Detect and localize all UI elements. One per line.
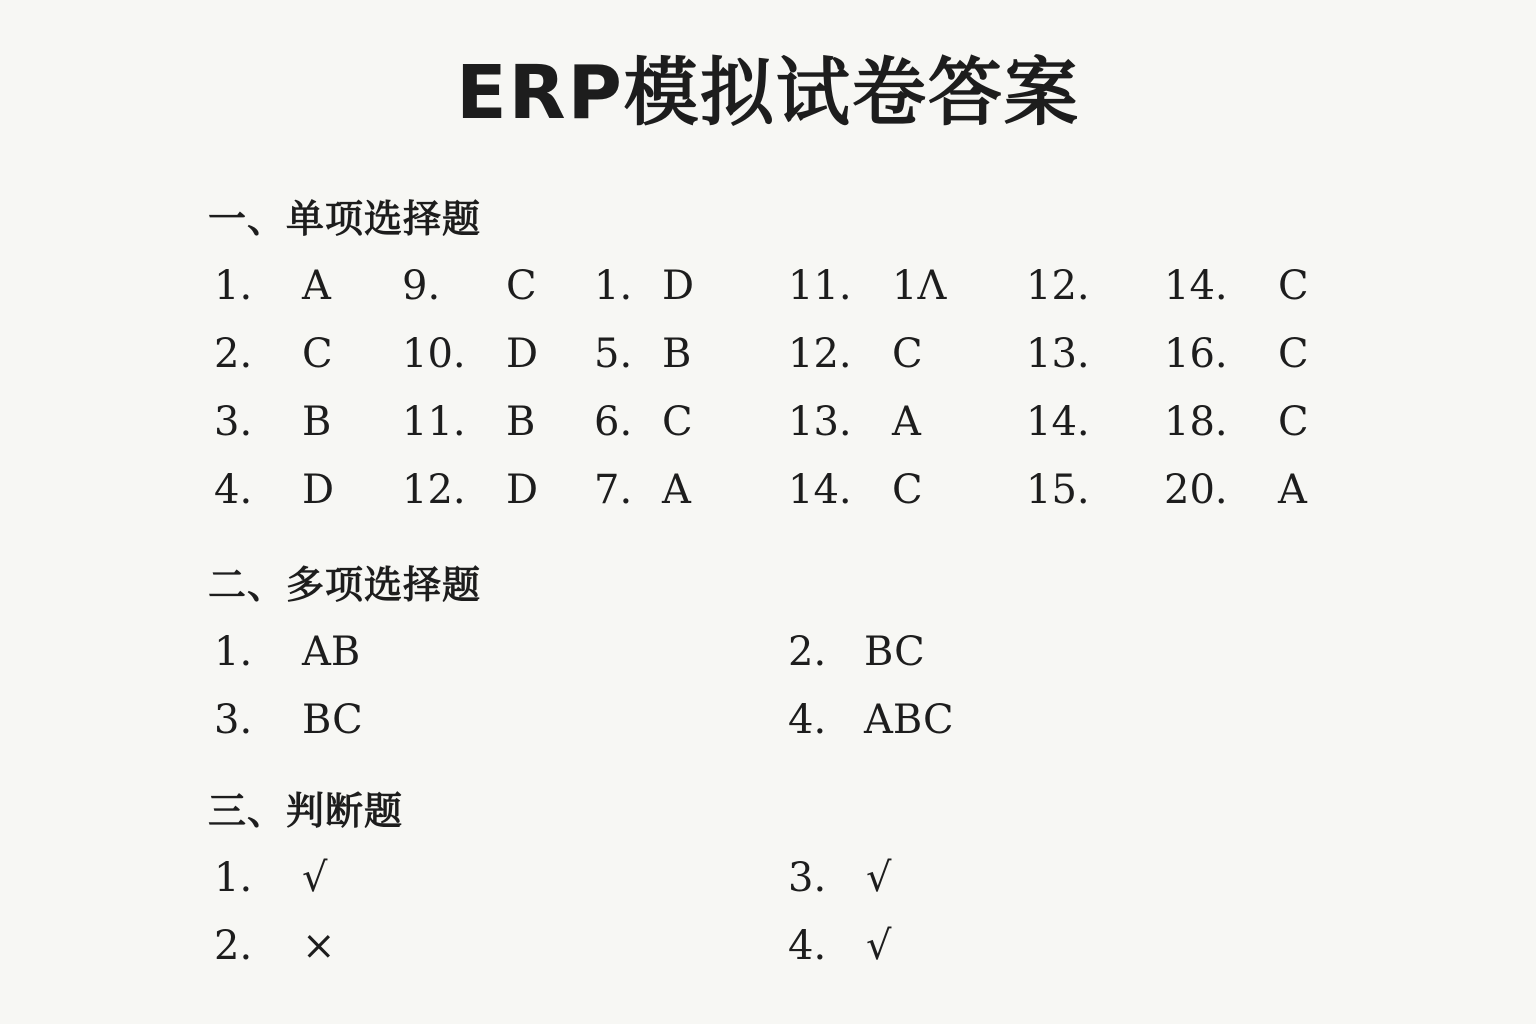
single-choice-answer: A (302, 263, 331, 309)
single-choice-question-number: 13. (1026, 331, 1090, 377)
single-choice-question-number: 12. (402, 467, 466, 513)
single-choice-question-number: 10. (402, 331, 466, 377)
section-heading-multiple-choice: 二、多项选择题 (208, 563, 482, 607)
single-choice-question-number: 14. (1164, 263, 1228, 309)
single-choice-answer: A (662, 467, 691, 513)
single-choice-question-number: 15. (1026, 467, 1090, 513)
single-choice-question-number: 12. (1026, 263, 1090, 309)
true-false-answer: √ (302, 855, 328, 901)
section-heading-single-choice: 一、单项选择题 (208, 197, 482, 241)
single-choice-question-number: 5. (594, 331, 633, 377)
single-choice-answer: 1Λ (892, 263, 947, 309)
single-choice-question-number: 13. (788, 399, 852, 445)
single-choice-question-number: 14. (788, 467, 852, 513)
single-choice-answer: C (1278, 399, 1309, 445)
true-false-question-number: 3. (788, 855, 827, 901)
section-heading-true-false: 三、判断题 (208, 789, 404, 833)
single-choice-question-number: 1. (214, 263, 253, 309)
single-choice-answer: D (506, 331, 539, 377)
multiple-choice-answer: BC (302, 697, 363, 743)
single-choice-answer: C (892, 331, 923, 377)
true-false-question-number: 2. (214, 923, 253, 969)
single-choice-answer: D (302, 467, 335, 513)
multiple-choice-question-number: 1. (214, 629, 253, 675)
single-choice-answer: B (662, 331, 692, 377)
true-false-answer: √ (866, 923, 892, 969)
true-false-answer: × (302, 923, 336, 969)
single-choice-answer: C (1278, 331, 1309, 377)
single-choice-answer: B (506, 399, 536, 445)
single-choice-question-number: 18. (1164, 399, 1228, 445)
single-choice-question-number: 2. (214, 331, 253, 377)
multiple-choice-question-number: 2. (788, 629, 827, 675)
single-choice-question-number: 16. (1164, 331, 1228, 377)
single-choice-answer: A (1278, 467, 1307, 513)
single-choice-question-number: 14. (1026, 399, 1090, 445)
single-choice-answer: D (506, 467, 539, 513)
single-choice-question-number: 6. (594, 399, 633, 445)
single-choice-answer: C (506, 263, 537, 309)
single-choice-question-number: 12. (788, 331, 852, 377)
multiple-choice-answer: ABC (864, 697, 954, 743)
page-title: ERP模拟试卷答案 (456, 50, 1080, 136)
multiple-choice-question-number: 4. (788, 697, 827, 743)
multiple-choice-answer: AB (302, 629, 361, 675)
single-choice-answer: A (892, 399, 921, 445)
single-choice-answer: C (892, 467, 923, 513)
single-choice-question-number: 20. (1164, 467, 1228, 513)
multiple-choice-question-number: 3. (214, 697, 253, 743)
true-false-question-number: 4. (788, 923, 827, 969)
single-choice-question-number: 11. (788, 263, 852, 309)
single-choice-answer: C (302, 331, 333, 377)
single-choice-answer: D (662, 263, 695, 309)
multiple-choice-answer: BC (864, 629, 925, 675)
single-choice-question-number: 3. (214, 399, 253, 445)
single-choice-answer: C (1278, 263, 1309, 309)
true-false-answer: √ (866, 855, 892, 901)
single-choice-question-number: 1. (594, 263, 633, 309)
single-choice-question-number: 4. (214, 467, 253, 513)
single-choice-question-number: 9. (402, 263, 441, 309)
single-choice-question-number: 7. (594, 467, 633, 513)
single-choice-answer: C (662, 399, 693, 445)
single-choice-question-number: 11. (402, 399, 466, 445)
true-false-question-number: 1. (214, 855, 253, 901)
single-choice-answer: B (302, 399, 332, 445)
